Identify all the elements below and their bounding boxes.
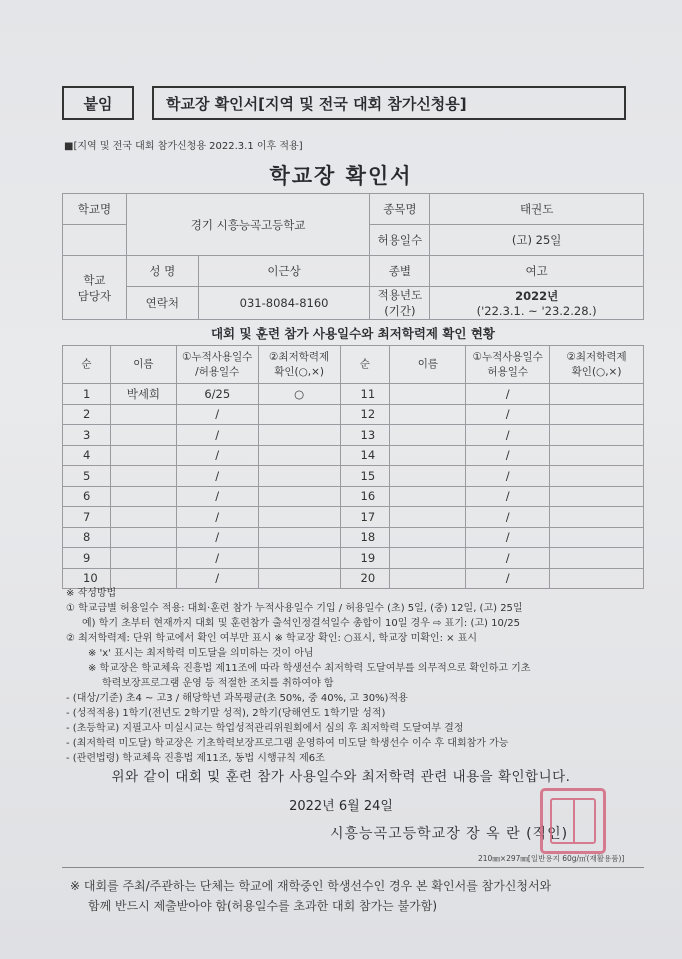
table-row — [63, 527, 644, 548]
note-line: ※ 'x' 표시는 최저학력 미도달을 의미하는 것이 아님 — [88, 648, 314, 659]
note-line: ※ 학교장은 학교체육 진흥법 제11조에 따라 학생선수 최저학력 도달여부를 의무적으로 확인하고 기초 — [88, 663, 531, 674]
table-cell-name — [390, 507, 466, 528]
table-cell-no: 17 — [340, 507, 390, 528]
table-cell-used: 6/25 — [176, 384, 258, 405]
status-table — [62, 345, 644, 589]
note-line: - (최저학력 미도달) 학교장은 기초학력보장프로그램 운영하여 미도달 학생선수 이수 후 대회참가 가능 — [66, 738, 509, 749]
school-value: 경기 시흥능곡고등학교 — [126, 194, 370, 256]
note-line: - (대상/기준) 초4 ~ 고3 / 해당학년 과목평균(초 50%, 중 40%, 고 30%)적용 — [66, 693, 408, 704]
table-cell-name — [390, 486, 466, 507]
table-cell-min — [550, 466, 644, 487]
official-seal-icon — [540, 788, 606, 854]
note-line: 학력보장프로그램 운영 등 적절한 조치를 취하여야 함 — [102, 678, 334, 689]
header-name-left: 이름 — [110, 346, 176, 384]
header-used-left-line2: /허용일수 — [195, 365, 240, 378]
table-cell-name — [110, 548, 176, 569]
table-cell-min — [550, 425, 644, 446]
header-used-right-line2: 허용일수 — [487, 365, 528, 378]
table-cell-min: ○ — [258, 384, 340, 405]
table-row — [63, 384, 644, 405]
header-no-right: 순 — [340, 346, 390, 384]
status-title: 대회 및 훈련 참가 사용일수와 최저학력제 확인 현황 — [210, 326, 496, 341]
gender-value: 여고 — [430, 256, 644, 287]
year-value-cell — [430, 287, 644, 320]
name-label: 성 명 — [126, 256, 198, 287]
table-cell-no: 3 — [63, 425, 111, 446]
paper-spec: 210㎜×297㎜[일반용지 60g/㎡(재활용품)] — [478, 854, 625, 863]
table-cell-min — [258, 404, 340, 425]
table-cell-used: / — [176, 466, 258, 487]
table-cell-no: 12 — [340, 404, 390, 425]
table-cell-name — [390, 425, 466, 446]
notes-section — [66, 586, 644, 766]
header-no-left: 순 — [63, 346, 111, 384]
table-cell-no: 7 — [63, 507, 111, 528]
table-cell-used: / — [466, 527, 550, 548]
table-cell-min — [258, 548, 340, 569]
table-cell-used: / — [176, 527, 258, 548]
table-cell-min — [258, 507, 340, 528]
table-cell-name — [110, 466, 176, 487]
header-name-right: 이름 — [390, 346, 466, 384]
note-line: ① 학교급별 허용일수 적용: 대회·훈련 참가 누적사용일수 기입 / 허용일수 (초) 5일, (중) 12일, (고) 25일 — [66, 603, 523, 614]
table-cell-no: 10 — [63, 568, 111, 589]
header-bar — [62, 86, 626, 126]
table-cell-used: / — [466, 425, 550, 446]
table-cell-min — [550, 527, 644, 548]
table-row — [63, 466, 644, 487]
days-value: (고) 25일 — [430, 225, 644, 256]
note-line: - (초등학교) 지필고사 미실시교는 학업성적관리위원회에서 심의 후 최저학력 도달여부 결정 — [66, 723, 464, 734]
table-cell-used: / — [176, 568, 258, 589]
manager-label-line2: 담당자 — [77, 288, 112, 303]
table-cell-no: 9 — [63, 548, 111, 569]
table-cell-used: / — [176, 404, 258, 425]
footer-divider — [62, 867, 644, 868]
table-cell-name — [390, 445, 466, 466]
table-cell-no: 8 — [63, 527, 111, 548]
note-line: ※ 작성방법 — [66, 588, 117, 599]
header-title: 학교장 확인서[지역 및 전국 대회 참가신청용] — [152, 86, 626, 120]
document-title: 학교장 확인서 — [269, 164, 413, 188]
principal-signature: 시흥능곡고등학교장 장 옥 란 (직인) — [330, 826, 569, 842]
table-cell-min — [258, 527, 340, 548]
days-label: 허용일수 — [370, 225, 430, 256]
table-cell-no: 14 — [340, 445, 390, 466]
gender-label: 종별 — [370, 256, 430, 287]
table-cell-used: / — [466, 466, 550, 487]
header-min-left — [258, 346, 340, 384]
table-cell-used: / — [466, 507, 550, 528]
status-body — [63, 384, 644, 589]
table-cell-no: 4 — [63, 445, 111, 466]
table-cell-name — [110, 527, 176, 548]
table-cell-no: 2 — [63, 404, 111, 425]
header-min-left-line1: ②최저학력제 — [269, 351, 330, 364]
footer-note — [70, 876, 640, 916]
contact-value: 031-8084-8160 — [198, 287, 370, 320]
table-cell-min — [258, 486, 340, 507]
table-row — [63, 445, 644, 466]
table-cell-name: 박세희 — [110, 384, 176, 405]
table-cell-no: 13 — [340, 425, 390, 446]
header-min-right — [550, 346, 644, 384]
confirm-statement: 위와 같이 대회 및 훈련 참가 사용일수와 최저학력 관련 내용을 확인합니다. — [111, 769, 571, 785]
table-cell-used: / — [176, 548, 258, 569]
table-cell-min — [550, 548, 644, 569]
year-label-line2: (기간) — [384, 304, 416, 318]
note-line: - (성적적용) 1학기(전년도 2학기말 성적), 2학기(당해연도 1학기말 성적) — [66, 708, 386, 719]
table-row — [63, 486, 644, 507]
table-cell-no: 15 — [340, 466, 390, 487]
status-header-row — [63, 346, 644, 384]
table-cell-used: / — [466, 404, 550, 425]
issue-date: 2022년 6월 24일 — [289, 799, 393, 814]
header-min-left-line2: 확인(○,×) — [274, 365, 324, 378]
note-line: ② 최저학력제: 단위 학교에서 확인 여부만 표시 ※ 학교장 확인: ○표시, 학교장 미확인: × 표시 — [66, 633, 478, 644]
table-cell-min — [550, 507, 644, 528]
year-label — [370, 287, 430, 320]
school-label: 학교명 — [63, 194, 127, 225]
manager-label — [63, 256, 127, 320]
table-cell-name — [110, 404, 176, 425]
table-cell-no: 18 — [340, 527, 390, 548]
year-value: 2022년 — [515, 289, 559, 303]
table-cell-no: 1 — [63, 384, 111, 405]
table-row — [63, 425, 644, 446]
period-value: ('22.3.1. ~ '23.2.28.) — [476, 304, 597, 318]
school-info-table — [62, 193, 644, 320]
table-cell-no: 16 — [340, 486, 390, 507]
table-cell-used: / — [466, 384, 550, 405]
table-cell-no: 19 — [340, 548, 390, 569]
table-cell-used: / — [466, 486, 550, 507]
header-min-right-line1: ②최저학력제 — [566, 351, 627, 364]
footer-line: 함께 반드시 제출받아야 함(허용일수를 초과한 대회 참가는 불가함) — [88, 899, 438, 913]
year-label-line1: 적용년도 — [377, 288, 423, 302]
note-line: - (관련법령) 학교체육 진흥법 제11조, 동법 시행규칙 제6조 — [66, 753, 325, 764]
header-used-right — [466, 346, 550, 384]
name-value: 이근상 — [198, 256, 370, 287]
table-cell-name — [390, 548, 466, 569]
header-used-left-line1: ①누적사용일수 — [182, 351, 253, 364]
event-label: 종목명 — [370, 194, 430, 225]
table-cell-no: 20 — [340, 568, 390, 589]
table-cell-name — [110, 486, 176, 507]
table-cell-name — [390, 466, 466, 487]
contact-label: 연락처 — [126, 287, 198, 320]
table-cell-used: / — [466, 568, 550, 589]
manager-label-line1: 학교 — [83, 272, 106, 287]
table-cell-min — [550, 384, 644, 405]
table-cell-min — [258, 466, 340, 487]
table-cell-min — [550, 404, 644, 425]
table-cell-min — [550, 445, 644, 466]
table-cell-name — [110, 425, 176, 446]
school-label-spacer — [63, 225, 127, 256]
table-cell-used: / — [176, 425, 258, 446]
table-cell-used: / — [466, 548, 550, 569]
table-cell-name — [110, 507, 176, 528]
table-cell-used: / — [176, 507, 258, 528]
table-cell-used: / — [176, 486, 258, 507]
table-cell-name — [390, 404, 466, 425]
table-cell-used: / — [176, 445, 258, 466]
table-cell-name — [390, 527, 466, 548]
header-min-right-line2: 확인(○,×) — [571, 365, 622, 378]
table-row — [63, 548, 644, 569]
table-cell-no: 11 — [340, 384, 390, 405]
header-used-left — [176, 346, 258, 384]
table-cell-min — [258, 425, 340, 446]
footer-line: ※ 대회를 주최/주관하는 단체는 학교에 재학중인 학생선수인 경우 본 확인서를 참가신청서와 — [70, 879, 552, 893]
attach-label: 붙임 — [62, 86, 134, 120]
table-cell-no: 6 — [63, 486, 111, 507]
event-value: 태권도 — [430, 194, 644, 225]
table-row — [63, 404, 644, 425]
table-cell-no: 5 — [63, 466, 111, 487]
table-cell-min — [258, 445, 340, 466]
note-line: 예) 학기 초부터 현재까지 대회 및 훈련참가 출석인정결석일수 총합이 10일 경우 ⇨ 표기: (고) 10/25 — [82, 618, 520, 629]
header-used-right-line1: ①누적사용일수 — [472, 351, 543, 364]
table-cell-name — [390, 384, 466, 405]
table-cell-min — [550, 486, 644, 507]
table-row — [63, 507, 644, 528]
table-cell-used: / — [466, 445, 550, 466]
table-cell-name — [110, 445, 176, 466]
apply-note: ■[지역 및 전국 대회 참가신청용 2022.3.1 이후 적용] — [64, 141, 303, 152]
